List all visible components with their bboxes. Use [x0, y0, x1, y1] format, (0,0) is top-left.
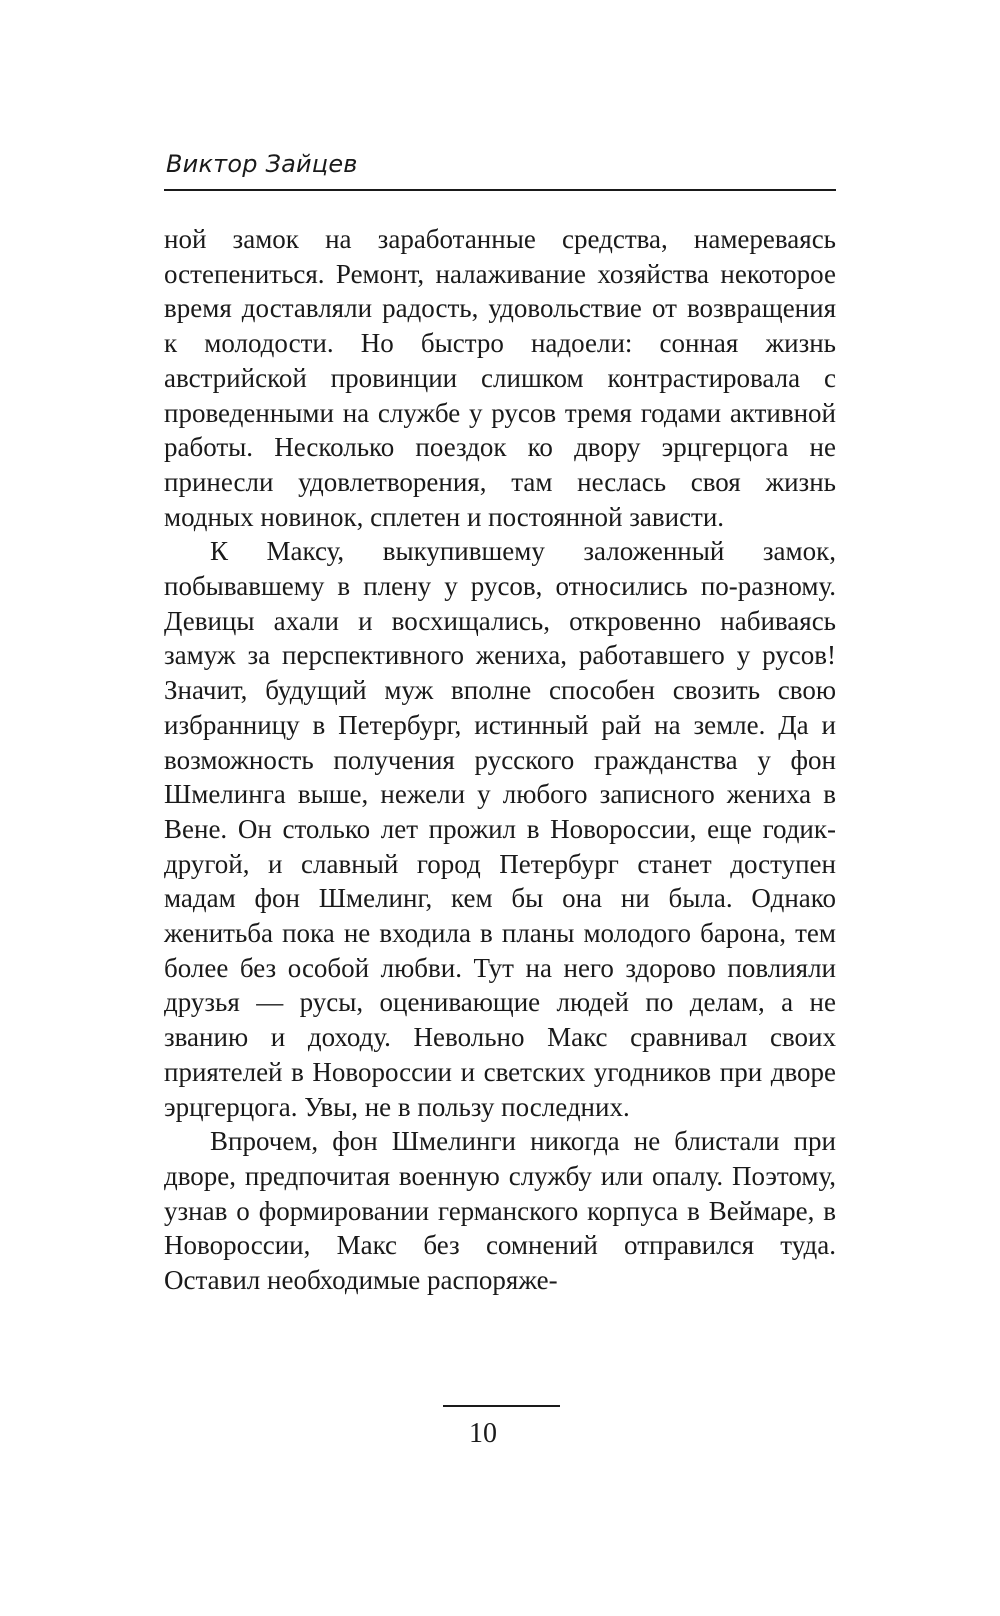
- header-rule: [164, 189, 836, 191]
- footer-rule: [443, 1405, 560, 1407]
- paragraph-3: Впрочем, фон Шмелинги никогда не блистали при дворе, предпочитая военную службу или опалу. Поэтому, узнав о формировании германского корпуса в Веймаре, в Новороссии, Макс без сомнений отправился туда. Оставил необходимые распоряже-: [164, 1126, 836, 1296]
- page-number: 10: [469, 1418, 497, 1449]
- body-text: [164, 222, 836, 1298]
- paragraph-1: ной замок на заработанные средства, намереваясь остепениться. Ремонт, налаживание хозяйства некоторое время доставляли радость, удовольствие от возвращения к молодости. Но быстро надоели: сонная жизнь австрийской провинции слишком контрастировала с проведенными на службе у русов тремя годами активной работы. Несколько поездок ко двору эрцгерцога не принесли удовлетворения, там неслась своя жизнь модных новинок, сплетен и постоянной зависти.: [164, 224, 836, 532]
- running-head-author: Виктор Зайцев: [166, 150, 358, 178]
- paragraph-2: К Максу, выкупившему заложенный замок, побывавшему в плену у русов, относились по-разному. Девицы ахали и восхищались, откровенно набиваясь замуж за перспективного жениха, работавшего у русов! Значит, будущий муж вполне способен свозить свою избранницу в Петербург, истинный рай на земле. Да и возможность получения русского гражданства у фон Шмелинга выше, нежели у любого записного жениха в Вене. Он столько лет прожил в Новороссии, еще годик-другой, и славный город Петербург станет доступен мадам фон Шмелинг, кем бы она ни была. Однако женитьба пока не входила в планы молодого барона, тем более без особой любви. Тут на него здорово повлияли друзья — русы, оценивающие людей по делам, а не званию и доходу. Невольно Макс сравнивал своих приятелей в Новороссии и светских угодников при дворе эрцгерцога. Увы, не в пользу последних.: [164, 536, 836, 1122]
